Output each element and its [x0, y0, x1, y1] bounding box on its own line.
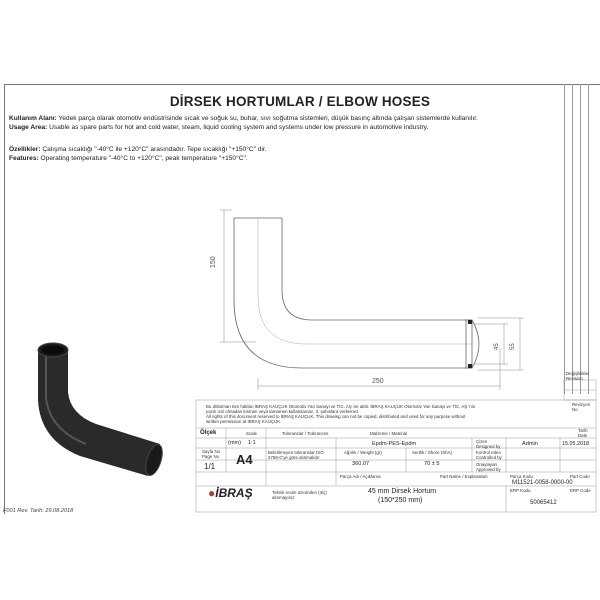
- features-en-text: Operating temperature "-40°C to +120°C", peak temperature "+150°C".: [38, 155, 248, 162]
- revision-changes-label: Değişiklikler Revision: [566, 371, 590, 381]
- notice-tr: Bu döküman tüm hakları İBRAŞ KAUÇUK Otomotiv Yan Sanayi ve TİC. AŞ.'ne aittir. İBRAŞ KAUÇUK Otomotiv Yan Sanayi ve TİC. AŞ.'nin: [206, 404, 476, 409]
- page-title: DİRSEK HORTUMLAR / ELBOW HOSES: [169, 94, 431, 109]
- general-tolerance: Belirtilmeyen toleranslar ISO 2768-C'ye göre alınmalıdır: [268, 450, 324, 460]
- material-value: Epdm-PES-Epdm: [372, 441, 417, 447]
- technical-note: Teknik resim üzerinden (ölç) alınmayınız: [272, 490, 327, 500]
- part-name: 45 mm Dirsek Hortum: [368, 488, 437, 495]
- hose-3d-illustration: [38, 343, 166, 477]
- part-code: M11521-0058-0000-00: [512, 480, 573, 486]
- notice-en: All rights of this document reserved to İBRAŞ KAUÇUK. This drawing can not be copied, distributed and used for any purpose without: [206, 414, 466, 419]
- scale-label: Ölçek: [200, 430, 217, 436]
- hose-inner-line: [258, 218, 472, 344]
- part-code-label: Parça Kodu: [510, 474, 533, 479]
- weight-label: Ağırlık / Weight (gr): [344, 450, 382, 455]
- sheet-label: Sayfa No Page No: [202, 449, 221, 459]
- erp-label: ERP Kodu: [510, 488, 531, 493]
- dimension-label-250: 250: [372, 378, 384, 385]
- erp-code: 50065412: [530, 500, 557, 506]
- hardness-value: 70 ± 5: [424, 461, 440, 467]
- sheet-value: 1/1: [204, 462, 216, 471]
- part-code-label-en: Part Code: [570, 474, 590, 479]
- dimension-label-150: 150: [210, 256, 217, 268]
- scale-value: 1:1: [248, 440, 256, 446]
- hose-outline: [234, 218, 472, 368]
- part-name-label: Parça Adı / Açıklama: [340, 474, 381, 479]
- tolerance-label: Toleranslar / Tolerances: [282, 431, 329, 436]
- revision-no-label: Revizyon No: [572, 402, 591, 412]
- usage-tr-label: Kullanım Alanı:: [9, 115, 57, 122]
- features-en-label: Features:: [9, 155, 39, 162]
- logo-mark-icon: ●: [208, 486, 216, 500]
- part-size: (150*250 mm): [378, 497, 423, 504]
- dimension-150: [220, 210, 256, 342]
- features-tr-label: Özellikler:: [9, 146, 41, 153]
- features-tr-text: Çalışma sıcaklığı "-40°C ile +120°C" arasındadır. Tepe sıcaklığı "+150°C" dir.: [40, 146, 267, 153]
- drawn-by: Admin: [522, 441, 538, 447]
- usage-en-label: Usage Area:: [9, 124, 48, 131]
- dimension-label-45: 45: [494, 343, 500, 350]
- notice-en-2: written permission at İBRAŞ KAUÇUK.: [206, 419, 282, 424]
- material-label: Malzeme / Material: [370, 431, 408, 436]
- footer-revision: F001 Rev. Tarih: 29.08.2018: [3, 508, 74, 514]
- unit-label: (mm): [228, 440, 242, 446]
- part-name-label-en: Part Name / Explanation: [440, 474, 488, 479]
- revision-date-label: Tarih Date: [578, 428, 588, 438]
- paper-size: A4: [236, 452, 253, 467]
- dimension-label-55: 55: [510, 343, 516, 350]
- approved-by-label: Onaylayan Approved by: [476, 462, 501, 472]
- erp-label-en: ERP Code: [570, 488, 591, 493]
- company-name: İBRAŞ: [215, 486, 253, 500]
- weight-value: 360.07: [352, 461, 370, 467]
- hardness-label: Sertlik / Shore (ShA): [412, 450, 453, 455]
- company-logo: [208, 486, 253, 500]
- notice-tr-2: yazılı izni olmadan kısmen veya tamamen kullanılamaz, 3. şahıslara verilemez.: [206, 409, 360, 414]
- checked-by-label: Kontrol eden Controlled by: [476, 450, 502, 460]
- drawn-by-label: Çizen Designed by: [476, 439, 501, 449]
- usage-en-text: Usable as spare parts for hot and cold water, steam, liquid cooling system and systems under low pressure in automotive industry.: [47, 124, 429, 131]
- usage-tr-text: Yedek parça olarak otomotiv endüstrisinde sıcak ve soğuk su, buhar, sıvı soğutma sistemleri, düşük basınç altında çalışan sistemlerde kullanılır.: [56, 115, 478, 122]
- drawn-date: 15.05.2018: [562, 441, 589, 447]
- scale-word: Scale: [246, 431, 257, 436]
